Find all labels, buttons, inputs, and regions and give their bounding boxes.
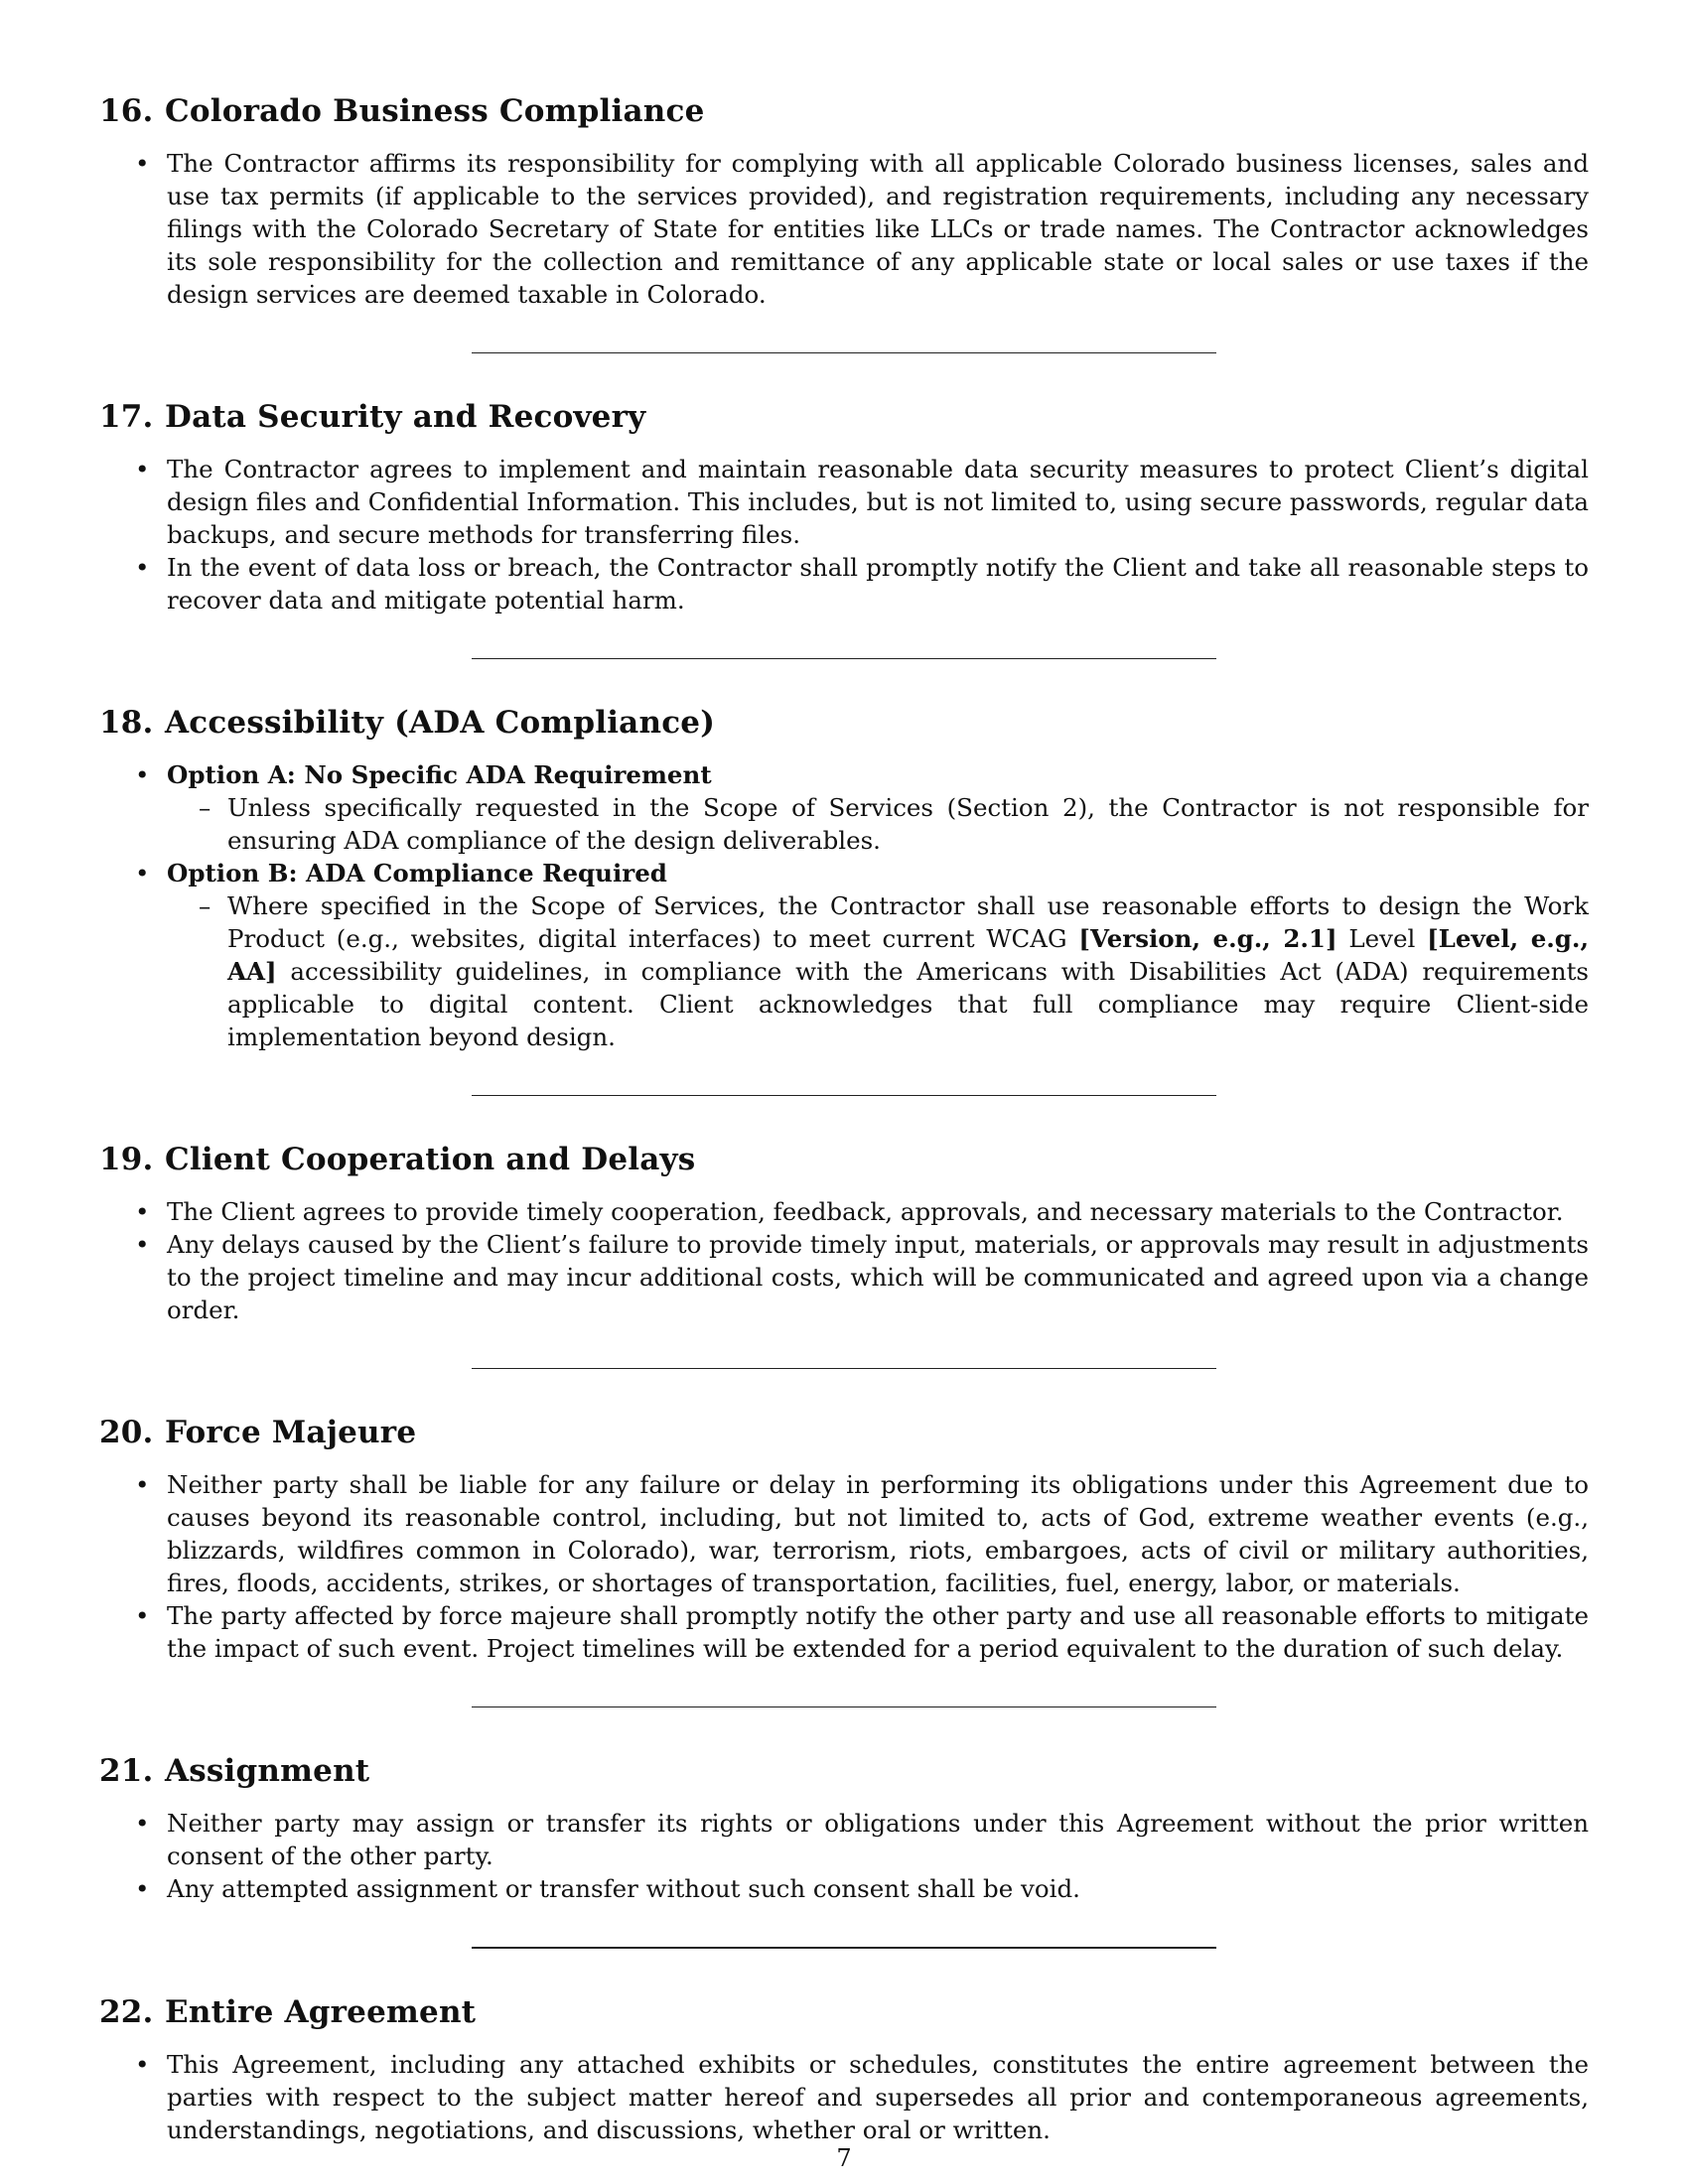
section-heading: 18. Accessibility (ADA Compliance) bbox=[99, 705, 716, 741]
section-heading: 21. Assignment bbox=[99, 1753, 370, 1789]
list-item: • In the event of data loss or breach, the Contractor shall promptly notify the Client and take all reasonable steps to recover data and mitigate potential harm. bbox=[99, 551, 1589, 616]
sub-list-item: – Unless specifically requested in the Scope of Services (Section 2), the Contractor is not responsible for ensuring ADA compliance of the design deliverables. bbox=[167, 791, 1589, 857]
bullet-list bbox=[99, 453, 1589, 616]
list-item bbox=[99, 758, 1589, 857]
list-item: • The Client agrees to provide timely cooperation, feedback, approvals, and necessary materials to the Contractor. bbox=[99, 1195, 1589, 1228]
section-title: Entire Agreement bbox=[165, 1994, 477, 2030]
section-22 bbox=[99, 1992, 1589, 2146]
section-title: Assignment bbox=[165, 1753, 370, 1789]
section-21 bbox=[99, 1751, 1589, 1905]
list-item: • The Contractor affirms its responsibility for complying with all applicable Colorado business licenses, sales and use tax permits (if applicable to the services provided), and registration requirements, including any necessary filings with the Colorado Secretary of State for entities like LLCs or trade names. The Contractor acknowledges its sole responsibility for the collection and remittance of any applicable state or local sales or use taxes if the design services are deemed taxable in Colorado. bbox=[99, 147, 1589, 311]
section-19 bbox=[99, 1140, 1589, 1326]
section-divider bbox=[472, 1368, 1216, 1369]
section-16 bbox=[99, 91, 1589, 311]
level-placeholder: [Level, e.g., AA] bbox=[227, 924, 1589, 986]
section-title: Colorado Business Compliance bbox=[165, 93, 705, 129]
sub-list bbox=[167, 791, 1589, 857]
section-title: Force Majeure bbox=[165, 1415, 417, 1450]
section-heading: 20. Force Majeure bbox=[99, 1415, 417, 1450]
section-divider bbox=[472, 1947, 1216, 1949]
bullet-list bbox=[99, 1807, 1589, 1905]
section-17 bbox=[99, 397, 1589, 616]
section-heading: 22. Entire Agreement bbox=[99, 1994, 477, 2030]
page-number: 7 bbox=[836, 2144, 852, 2172]
option-a-label: Option A: No Specific ADA Requirement bbox=[167, 760, 712, 789]
text-run: Where specified in the Scope of Services, the Contractor shall use reasonable efforts to design the Work Product (e.g., websites, digital interfaces) to meet current WCAG bbox=[227, 891, 1589, 953]
list-item: • The Contractor agrees to implement and maintain reasonable data security measures to protect Client’s digital design files and Confidential Information. This includes, but is not limited to, using secure passwords, regular data backups, and secure methods for transferring files. bbox=[99, 453, 1589, 551]
section-divider bbox=[472, 658, 1216, 659]
section-title: Accessibility (ADA Compliance) bbox=[165, 705, 716, 741]
list-item: • Any delays caused by the Client’s failure to provide timely input, materials, or approvals may result in adjustments to the project timeline and may incur additional costs, which will be communicated and agreed upon via a change order. bbox=[99, 1228, 1589, 1326]
sub-list-item bbox=[167, 889, 1589, 1053]
option-b-label: Option B: ADA Compliance Required bbox=[167, 859, 667, 887]
section-divider bbox=[472, 1706, 1216, 1707]
bullet-list bbox=[99, 758, 1589, 1053]
list-item: • Neither party shall be liable for any failure or delay in performing its obligations under this Agreement due to causes beyond its reasonable control, including, but not limited to, acts of God, extreme weather events (e.g., blizzards, wildfires common in Colorado), war, terrorism, riots, embargoes, acts of civil or military authorities, fires, floods, accidents, strikes, or shortages of transportation, facilities, fuel, energy, labor, or materials. bbox=[99, 1468, 1589, 1599]
section-title: Client Cooperation and Delays bbox=[165, 1142, 696, 1177]
bullet-list bbox=[99, 1468, 1589, 1665]
section-18 bbox=[99, 703, 1589, 1053]
section-heading: 17. Data Security and Recovery bbox=[99, 399, 646, 435]
section-heading: 16. Colorado Business Compliance bbox=[99, 93, 705, 129]
list-item: • This Agreement, including any attached exhibits or schedules, constitutes the entire agreement between the parties with respect to the subject matter hereof and supersedes all prior and contemporaneous agreements, understandings, negotiations, and discussions, whether oral or written. bbox=[99, 2048, 1589, 2146]
version-placeholder: [Version, e.g., 2.1] bbox=[1078, 924, 1337, 953]
document-page bbox=[99, 91, 1589, 2146]
bullet-list bbox=[99, 1195, 1589, 1326]
section-heading: 19. Client Cooperation and Delays bbox=[99, 1142, 696, 1177]
list-item: • The party affected by force majeure shall promptly notify the other party and use all reasonable efforts to mitigate the impact of such event. Project timelines will be extended for a period equivalent to the duration of such delay. bbox=[99, 1599, 1589, 1665]
section-20 bbox=[99, 1413, 1589, 1665]
bullet-list bbox=[99, 147, 1589, 311]
list-item bbox=[99, 857, 1589, 1053]
bullet-list bbox=[99, 2048, 1589, 2146]
text-run: Level bbox=[1336, 924, 1428, 953]
list-item: • Any attempted assignment or transfer without such consent shall be void. bbox=[99, 1872, 1589, 1905]
section-divider bbox=[472, 1095, 1216, 1096]
list-item: • Neither party may assign or transfer its rights or obligations under this Agreement without the prior written consent of the other party. bbox=[99, 1807, 1589, 1872]
sub-list bbox=[167, 889, 1589, 1053]
section-title: Data Security and Recovery bbox=[165, 399, 646, 435]
section-divider bbox=[472, 352, 1216, 353]
text-run: accessibility guidelines, in compliance with the Americans with Disabilities Act (ADA) requirements applicable to digital content. Client acknowledges that full compliance may require Client-side implementation beyond design. bbox=[227, 957, 1589, 1051]
